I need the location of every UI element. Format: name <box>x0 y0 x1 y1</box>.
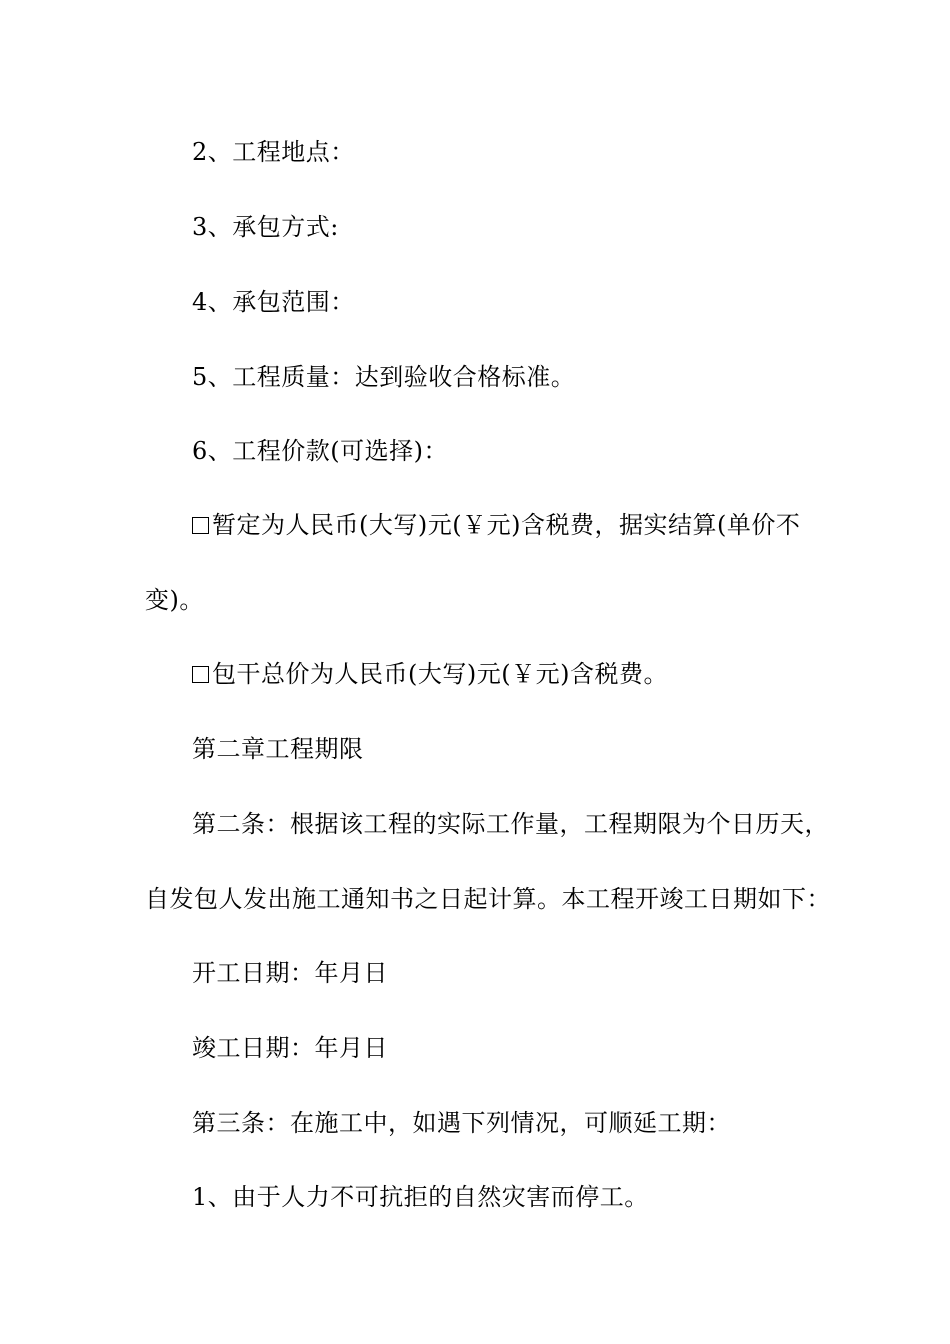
article-2-text-continued: 自发包人发出施工通知书之日起计算。本工程开竣工日期如下： <box>145 885 831 913</box>
completion-date-line: 竣工日期：年月日 <box>192 1034 388 1062</box>
checkbox-icon[interactable] <box>192 517 209 534</box>
item-project-quality: 5、工程质量：达到验收合格标准。 <box>192 363 576 391</box>
article-2-text: 第二条：根据该工程的实际工作量，工程期限为个日历天， <box>192 810 829 838</box>
option-lump-sum-price <box>192 659 668 689</box>
article-3-item-1: 1、由于人力不可抗拒的自然灾害而停工。 <box>192 1183 649 1211</box>
item-contract-method: 3、承包方式: <box>192 213 339 241</box>
option-provisional-price <box>192 510 800 540</box>
option-provisional-price-continued: 变)。 <box>145 586 204 614</box>
item-project-location: 2、工程地点： <box>192 138 355 166</box>
start-date-line: 开工日期：年月日 <box>192 959 388 987</box>
option-provisional-price-text: 暂定为人民币(大写)元(￥元)含税费，据实结算(单价不 <box>212 511 801 539</box>
chapter-heading: 第二章工程期限 <box>192 735 364 763</box>
item-contract-scope: 4、承包范围： <box>192 288 355 316</box>
item-project-price: 6、工程价款(可选择)： <box>192 437 448 465</box>
checkbox-icon[interactable] <box>192 666 209 683</box>
option-lump-sum-price-text: 包干总价为人民币(大写)元(￥元)含税费。 <box>212 660 668 688</box>
article-3-text: 第三条：在施工中，如遇下列情况，可顺延工期： <box>192 1109 731 1137</box>
